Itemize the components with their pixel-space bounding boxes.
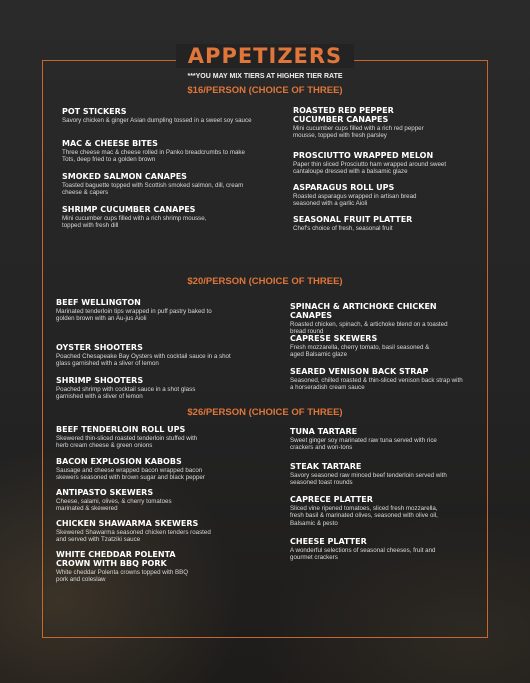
item-description: Sausage and cheese wrapped bacon wrapped bacon skewers seasoned with brown sugar and black pepper [56,467,205,482]
tier-3-price: $26/PERSON (CHOICE OF THREE) [187,407,343,418]
item-description: Roasted asparagus wrapped in artisan bread seasoned with a garlic Aioli [293,193,417,208]
item-description: Savory seasoned raw minced beef tenderloin served with seasoned toast rounds [290,472,447,487]
menu-item [56,488,186,513]
menu-item [56,519,216,544]
item-name: CAPRECE PLATTER [290,495,373,504]
item-name: SEARED VENISON BACK STRAP [290,367,429,376]
menu-item [56,425,201,450]
title-wrap [0,44,530,68]
menu-item [290,462,450,487]
item-description: Poached Chesapeake Bay Oysters with cocktail sauce in a shot glass garnished with a sliver of lemon [56,353,231,368]
item-description: Paper thin sliced Prosciutto ham wrapped around sweet cantaloupe dressed with a balsamic glaze [293,161,447,176]
item-description: White cheddar Polenta crowns topped with BBQ pork and coleslaw [56,569,189,584]
item-name: WHITE CHEDDAR POLENTA CROWN WITH BBQ PORK [56,550,176,568]
menu-item [290,495,450,527]
tier-1-price: $16/PERSON (CHOICE OF THREE) [187,85,343,96]
menu-item [290,334,440,359]
item-name: MAC & CHEESE BITES [62,139,158,148]
item-name: CHEESE PLATTER [290,537,367,546]
item-name: ANTIPASTO SKEWERS [56,488,154,497]
menu-item [56,376,206,401]
item-name: BEEF TENDERLOIN ROLL UPS [56,425,186,434]
item-name: ROASTED RED PEPPER CUCUMBER CANAPES [293,106,394,124]
menu-item [62,205,212,230]
menu-item [56,457,226,482]
menu-item [293,151,463,176]
menu-item [293,106,443,140]
item-description: Mini cucumber cups filled with a rich shrimp mousse, topped with fresh dill [62,215,207,230]
item-name: STEAK TARTARE [290,462,362,471]
menu-item [56,298,216,323]
item-description: Savory chicken & ginger Asian dumpling tossed in a sweet soy sauce [62,117,252,124]
item-name: CAPRESE SKEWERS [290,334,378,343]
menu-item [290,537,450,562]
item-name: SEASONAL FRUIT PLATTER [293,215,413,224]
item-description: Cheese, salami, olives, & cherry tomatoes marinated & skewered [56,498,172,513]
menu-item [290,367,465,392]
item-name: ASPARAGUS ROLL UPS [293,183,395,192]
item-name: SHRIMP SHOOTERS [56,376,144,385]
mix-tiers-note: ***YOU MAY MIX TIERS AT HIGHER TIER RATE [187,73,343,80]
item-description: Skewered Shawarma seasoned chicken tenders roasted and served with Tzatziki sauce [56,529,211,544]
page-title: APPETIZERS [176,44,354,68]
item-description: Fresh mozzarella, cherry tomato, basil seasoned & aged Balsamic glaze [290,344,430,359]
menu-item [290,427,445,452]
item-name: BEEF WELLINGTON [56,298,141,307]
item-description: Roasted chicken, spinach, & artichoke blend on a toasted bread round [290,321,448,336]
menu-item [56,343,231,368]
item-name: PROSCIUTTO WRAPPED MELON [293,151,434,160]
item-name: OYSTER SHOOTERS [56,343,143,352]
item-name: TUNA TARTARE [290,427,358,436]
menu-item [56,550,196,584]
item-description: A wonderful selections of seasonal cheeses, fruit and gourmet crackers [290,547,436,562]
menu-item [293,183,443,208]
item-description: Seasoned, chilled roasted & thin-sliced venison back strap with a horseradish cream sauce [290,377,463,392]
item-description: Mini cucumber cups filled with a rich red pepper mousse, topped with fresh parsley [293,125,424,140]
item-description: Marinated tenderloin tips wrapped in puff pastry baked to golden brown with an Au-jus Aioli [56,308,212,323]
item-name: POT STICKERS [62,107,127,116]
item-name: SHRIMP CUCUMBER CANAPES [62,205,196,214]
item-description: Three cheese mac & cheese rolled in Panko breadcrumbs to make Tots, deep fried to a golden brown [62,149,245,164]
menu-item [62,139,252,164]
item-description: Sweet ginger soy marinated raw tuna served with rice crackers and won-tons [290,437,437,452]
item-description: Toasted baguette topped with Scottish smoked salmon, dill, cream cheese & capers [62,182,244,197]
item-description: Chef's choice of fresh, seasonal fruit [293,225,393,232]
menu-item [293,215,463,232]
menu-item [62,172,252,197]
menu-item [62,107,252,124]
menu-item [290,302,465,336]
item-description: Poached shrimp with cocktail sauce in a shot glass garnished with a sliver of lemon [56,386,196,401]
item-description: Sliced vine ripened tomatoes, sliced fresh mozzarella, fresh basil & marinated olives, seasoned with olive oil, Balsamic & pesto [290,505,438,527]
item-name: SPINACH & ARTICHOKE CHICKEN CANAPES [290,302,437,320]
item-name: BACON EXPLOSION KABOBS [56,457,182,466]
tier-2-price: $20/PERSON (CHOICE OF THREE) [187,276,343,287]
item-description: Skewered thin-sliced roasted tenderloin stuffed with herb cream cheese & green onions [56,435,198,450]
item-name: SMOKED SALMON CANAPES [62,172,187,181]
item-name: CHICKEN SHAWARMA SKEWERS [56,519,199,528]
